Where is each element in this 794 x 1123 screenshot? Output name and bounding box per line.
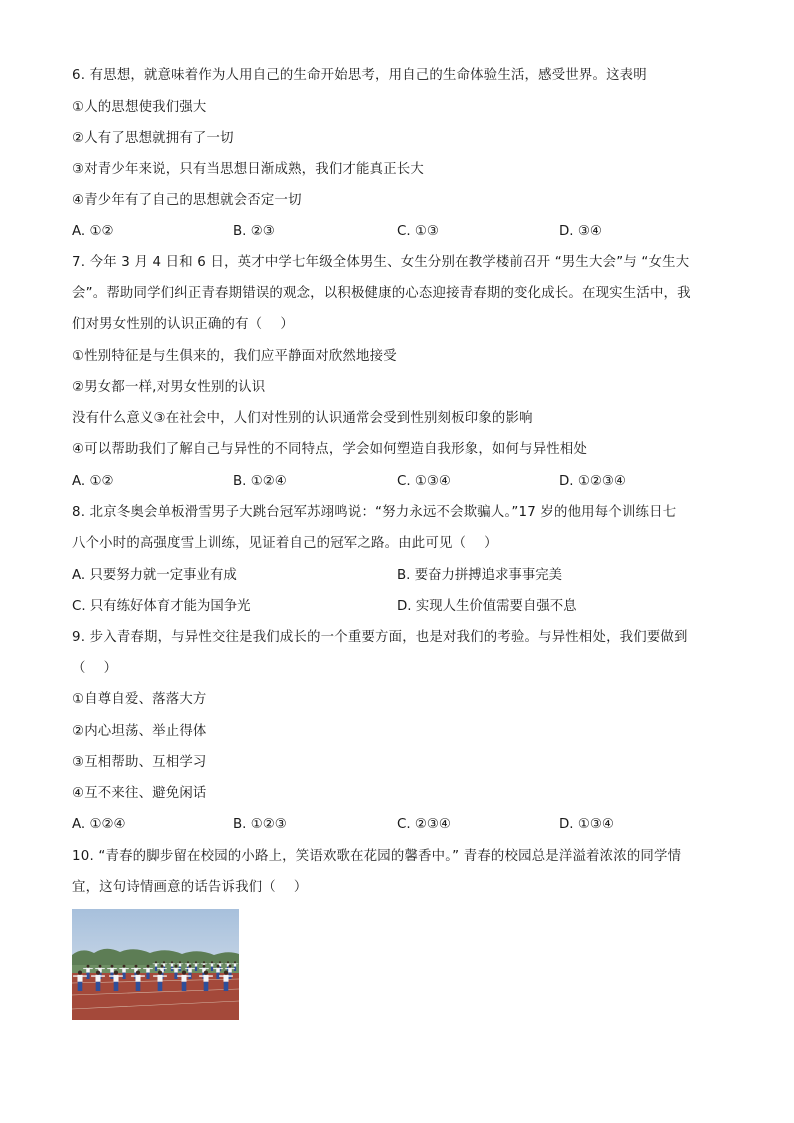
q7-options xyxy=(72,472,722,492)
q8-option-b[interactable]: B. 要奋力拼搏追求事事完美 xyxy=(397,568,562,583)
student-figure xyxy=(223,975,228,982)
student-figure xyxy=(234,963,236,966)
q7-item-4: ④可以帮助我们了解自己与异性的不同特点，学会如何塑造自我形象，如何与异性相处 xyxy=(72,442,588,457)
student-figure xyxy=(188,968,192,973)
student-figure xyxy=(204,982,209,991)
student-figure xyxy=(217,965,220,968)
student-figure xyxy=(211,961,213,963)
student-figure xyxy=(189,965,192,968)
q7-option-a[interactable]: A. ①② xyxy=(72,474,114,489)
student-figure xyxy=(135,965,138,968)
student-figure xyxy=(195,963,197,966)
q7-item-2: ②男女都一样,对男女性别的认识 xyxy=(72,380,266,395)
q6-option-d[interactable]: D. ③④ xyxy=(559,224,602,239)
q8-options-row-2 xyxy=(72,597,722,617)
student-figure xyxy=(78,982,83,991)
student-figure xyxy=(179,963,181,966)
student-figure xyxy=(204,971,208,975)
student-figure xyxy=(123,965,126,968)
q7-stem-line-2: 会”。帮助同学们纠正青春期错误的观念，以积极健康的心态迎接青春期的变化成长。在现实生活中，我 xyxy=(72,286,691,301)
q6-item-2: ②人有了思想就拥有了一切 xyxy=(72,131,234,146)
q6-item-1: ①人的思想使我们强大 xyxy=(72,100,207,115)
student-figure xyxy=(135,975,140,982)
q9-item-1: ①自尊自爱、落落大方 xyxy=(72,692,207,707)
q7-item-1: ①性别特征是与生俱来的，我们应平静面对欣然地接受 xyxy=(72,349,397,364)
student-figure xyxy=(203,961,205,963)
q6-stem: 6. 有思想，就意味着作为人用自己的生命开始思考，用自己的生命体验生活，感受世界。这表明 xyxy=(72,68,647,83)
q7-item-3: 没有什么意义③在社会中，人们对性别的认识通常会受到性别刻板印象的影响 xyxy=(72,411,533,426)
q7-option-c[interactable]: C. ①③④ xyxy=(397,474,451,489)
student-figure xyxy=(136,982,141,991)
student-figure xyxy=(113,975,118,982)
q9-option-a[interactable]: A. ①②④ xyxy=(72,817,126,832)
students-exercise-photo xyxy=(72,909,239,1020)
student-figure xyxy=(99,965,102,968)
student-figure xyxy=(77,975,82,982)
q9-option-b[interactable]: B. ①②③ xyxy=(233,817,287,832)
q8-stem-line-2: 八个小时的高强度雪上训练，见证着自己的冠军之路。由此可见（ ） xyxy=(72,536,498,551)
q10-stem-line-1: 10. “青春的脚步留在校园的小路上，笑语欢歌在花园的馨香中。” 青春的校园总是洋溢着浓浓的同学情 xyxy=(72,849,682,864)
student-figure xyxy=(228,968,232,973)
student-figure xyxy=(171,961,173,963)
student-figure xyxy=(78,971,82,975)
student-figure xyxy=(179,961,181,963)
student-figure xyxy=(211,963,213,966)
student-figure xyxy=(229,965,232,968)
q8-stem-line-1: 8. 北京冬奥会单板滑雪男子大跳台冠军苏翊鸣说：“努力永远不会欺骗人。”17 岁的他用每个训练日七 xyxy=(72,505,677,520)
student-figure xyxy=(219,961,221,963)
q7-stem-line-3: 们对男女性别的认识正确的有（ ） xyxy=(72,317,294,332)
student-figure xyxy=(182,971,186,975)
student-figure xyxy=(146,968,150,973)
student-figure xyxy=(147,965,150,968)
q8-options-row-1 xyxy=(72,566,722,586)
student-figure xyxy=(155,967,157,971)
q7-stem-line-1: 7. 今年 3 月 4 日和 6 日，英才中学七年级全体男生、女生分别在教学楼前召开 “男生大会”与 “女生大 xyxy=(72,255,690,270)
q9-option-d[interactable]: D. ①③④ xyxy=(559,817,614,832)
student-figure xyxy=(187,961,189,963)
q6-options xyxy=(72,222,722,242)
student-figure xyxy=(136,971,140,975)
q6-option-b[interactable]: B. ②③ xyxy=(233,224,275,239)
q9-options xyxy=(72,815,722,835)
q10-stem-line-2: 宜，这句诗情画意的话告诉我们（ ） xyxy=(72,880,308,895)
student-figure xyxy=(122,968,126,973)
q8-option-a[interactable]: A. 只要努力就一定事业有成 xyxy=(72,568,237,583)
q9-stem-line-2: （ ） xyxy=(72,661,118,676)
q9-stem-line-1: 9. 步入青春期，与异性交往是我们成长的一个重要方面，也是对我们的考验。与异性相处，我们要做到 xyxy=(72,630,688,645)
q9-item-3: ③互相帮助、互相学习 xyxy=(72,755,207,770)
q9-item-4: ④互不来往、避免闲话 xyxy=(72,786,207,801)
student-figure xyxy=(234,961,236,963)
student-figure xyxy=(195,961,197,963)
student-figure xyxy=(203,965,206,968)
student-figure xyxy=(157,975,162,982)
student-figure xyxy=(171,963,173,966)
student-figure xyxy=(96,982,101,991)
q6-option-c[interactable]: C. ①③ xyxy=(397,224,439,239)
q6-option-a[interactable]: A. ①② xyxy=(72,224,114,239)
student-figure xyxy=(227,961,229,963)
student-figure xyxy=(155,961,157,963)
q9-item-2: ②内心坦荡、举止得体 xyxy=(72,724,207,739)
student-figure xyxy=(224,982,229,991)
q8-option-c[interactable]: C. 只有练好体育才能为国争光 xyxy=(72,599,251,614)
student-figure xyxy=(195,967,197,971)
student-figure xyxy=(110,968,114,973)
student-figure xyxy=(155,963,157,966)
student-figure xyxy=(114,982,119,991)
q7-option-b[interactable]: B. ①②④ xyxy=(233,474,287,489)
student-figure xyxy=(216,968,220,973)
student-figure xyxy=(96,971,100,975)
q6-item-3: ③对青少年来说，只有当思想日渐成熟，我们才能真正长大 xyxy=(72,162,424,177)
student-figure xyxy=(161,965,164,968)
student-figure xyxy=(158,982,163,991)
student-figure xyxy=(87,965,90,968)
q7-option-d[interactable]: D. ①②③④ xyxy=(559,474,626,489)
student-figure xyxy=(86,968,90,973)
q6-item-4: ④青少年有了自己的思想就会否定一切 xyxy=(72,193,302,208)
student-figure xyxy=(163,961,165,963)
student-figure xyxy=(203,975,208,982)
student-figure xyxy=(158,971,162,975)
student-figure xyxy=(224,971,228,975)
student-figure xyxy=(181,975,186,982)
student-figure xyxy=(211,967,213,971)
student-figure xyxy=(182,982,187,991)
student-figure xyxy=(114,971,118,975)
student-figure xyxy=(95,975,100,982)
student-figure xyxy=(146,973,149,979)
student-figure xyxy=(175,965,178,968)
student-figure xyxy=(174,968,178,973)
student-figure xyxy=(111,965,114,968)
q9-option-c[interactable]: C. ②③④ xyxy=(397,817,451,832)
q8-option-d[interactable]: D. 实现人生价值需要自强不息 xyxy=(397,599,577,614)
